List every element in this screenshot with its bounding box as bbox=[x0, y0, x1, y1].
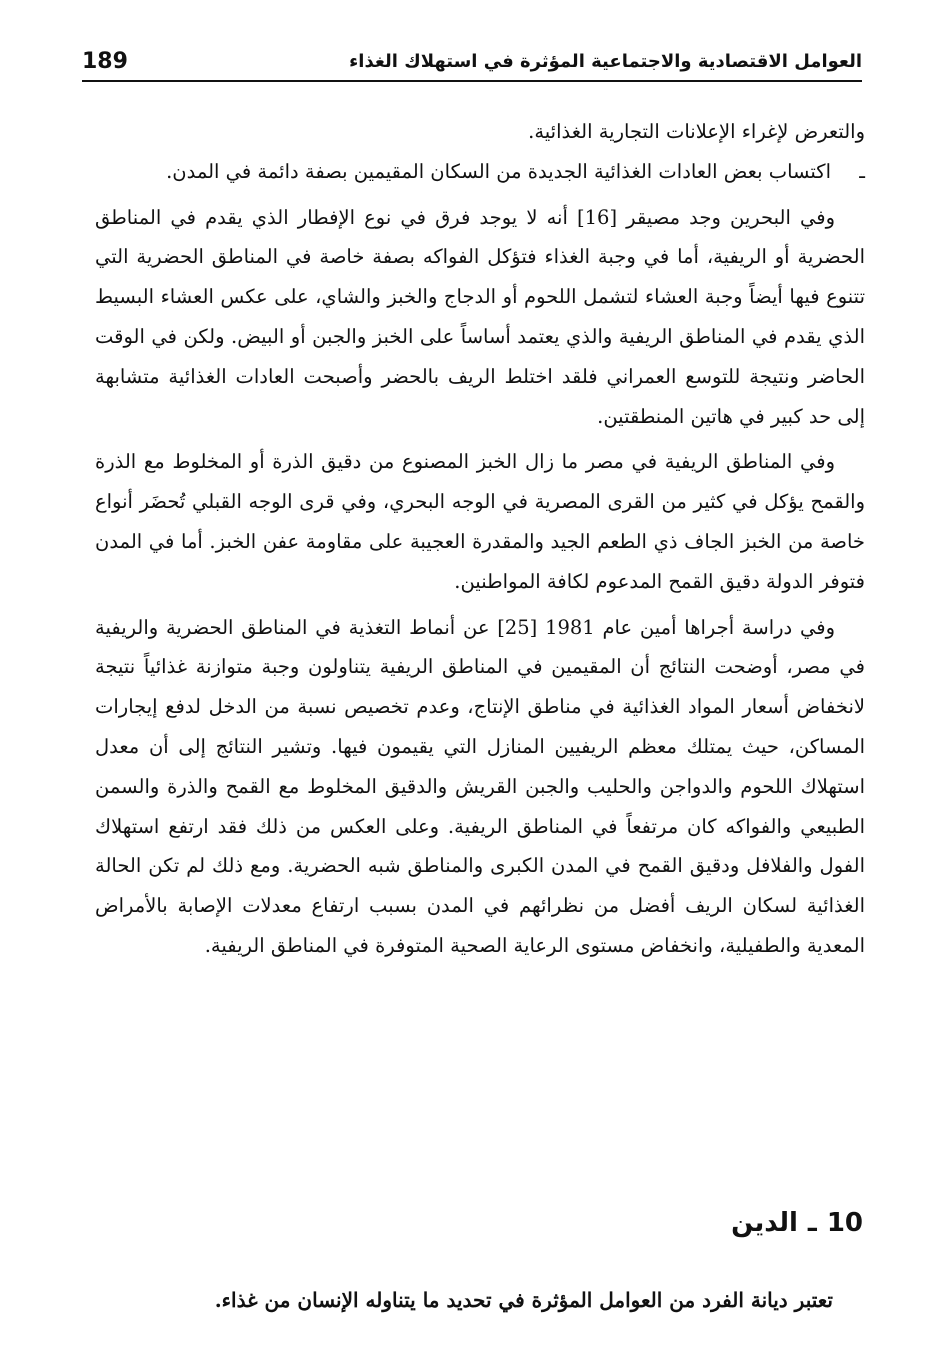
body-text bbox=[95, 112, 865, 966]
section-heading bbox=[731, 1208, 863, 1238]
paragraph-egypt-rural: وفي المناطق الريفية في مصر ما زال الخبز المصنوع من دقيق الذرة أو المخلوط مع الذرة والقمح يؤكل في كثير من القرى المصرية في الوجه البحري، وفي قرى الوجه القبلي تُحضَر أنواع خاصة من الخبز الجاف ذي الطعم الجيد والمقدرة العجيبة على مقاومة عفن الخبز. أما في المدن فتوفر الدولة دقيق القمح المدعوم لكافة المواطنين. bbox=[95, 450, 865, 593]
bullet-dash: ـ bbox=[859, 159, 865, 183]
running-header bbox=[82, 44, 862, 78]
continued-line: والتعرض لإغراء الإعلانات التجارية الغذائية. bbox=[528, 120, 865, 143]
header-rule bbox=[82, 80, 862, 82]
paragraph-bahrain: وفي البحرين وجد مصيقر [16] أنه لا يوجد فرق في نوع الإفطار الذي يقدم في المناطق الحضرية أو الريفية، أما في وجبة الغذاء فتؤكل الفواكه بصفة خاصة في المناطق الحضرية التي تتنوع فيها أيضاً وجبة العشاء لتشمل اللحوم أو الدجاج والخبز والشاي، على عكس العشاء البسيط الذي يقدم في المناطق الريفية والذي يعتمد أساساً على الخبز والجبن أو البيض. ولكن في الوقت الحاضر ونتيجة للتوسع العمراني فلقد اختلط الريف بالحضر وأصبحت العادات الغذائية متشابهة إلى حد كبير في هاتين المنطقتين. bbox=[95, 205, 865, 428]
running-title: العوامل الاقتصادية والاجتماعية المؤثرة في استهلاك الغذاء bbox=[349, 50, 862, 72]
section-dash: ـ bbox=[807, 1208, 817, 1238]
section-number: 10 bbox=[826, 1208, 863, 1238]
bullet-item bbox=[95, 152, 865, 192]
page-number: 189 bbox=[82, 48, 128, 74]
bullet-text: اكتساب بعض العادات الغذائية الجديدة من السكان المقيمين بصفة دائمة في المدن. bbox=[166, 159, 831, 183]
paragraph-amin-study: وفي دراسة أجراها أمين عام 1981 [25] عن أنماط التغذية في المناطق الحضرية والريفية في مصر، أوضحت النتائج أن المقيمين في المناطق الريفية يتناولون وجبة متوازنة غذائياً نتيجة لانخفاض أسعار المواد الغذائية في مناطق الإنتاج، وعدم تخصيص نسبة من الدخل لدفع إيجارات المساكن، حيث يمتلك معظم الريفيين المنازل التي يقيمون فيها. وتشير النتائج إلى أن معدل استهلاك اللحوم والدواجن والحليب والجبن القريش والدقيق المخلوط مع القمح والذرة والسمن الطبيعي والفواكه كان مرتفعاً في المناطق الريفية. وعلى العكس من ذلك فقد ارتفع استهلاك الفول والفلافل ودقيق القمح في المدن الكبرى والمناطق شبه الحضرية. ومع ذلك لم تكن الحالة الغذائية لسكان الريف أفضل من نظرائهم في المدن بسبب ارتفاع معدلات الإصابة بالأمراض المعدية والطفيلية، وانخفاض مستوى الرعاية الصحية المتوفرة في المناطق الريفية. bbox=[95, 615, 865, 957]
section-intro: تعتبر ديانة الفرد من العوامل المؤثرة في تحديد ما يتناوله الإنسان من غذاء. bbox=[214, 1288, 833, 1312]
section-title: الدين bbox=[731, 1208, 798, 1238]
